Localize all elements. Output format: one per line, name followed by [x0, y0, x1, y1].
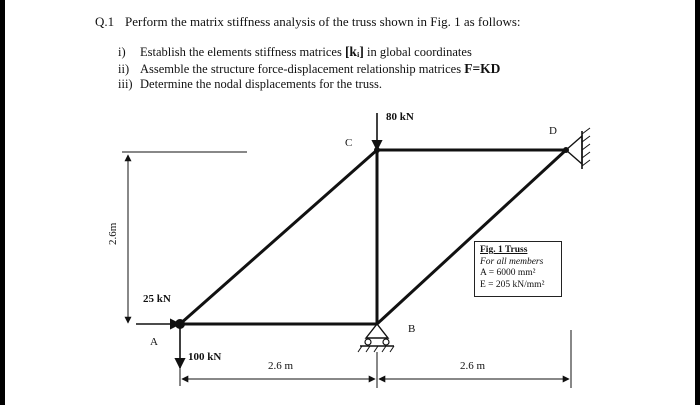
- pin-support-d: [566, 128, 590, 169]
- figure-legend-box: [474, 241, 562, 297]
- task-text: Assemble the structure force-displacement relationship matrices: [140, 61, 465, 76]
- task-bold: [kᵢ]: [344, 44, 364, 59]
- task-bold: F=KD: [464, 60, 501, 76]
- task-number: iii): [118, 77, 133, 91]
- task-text: Establish the elements stiffness matrices: [140, 45, 345, 59]
- node-b-label: B: [408, 323, 416, 335]
- task-number: i): [118, 45, 126, 59]
- span-left-label: 2.6 m: [268, 360, 294, 372]
- legend-area: A = 6000 mm²: [480, 268, 536, 278]
- span-right-label: 2.6 m: [460, 360, 486, 372]
- node-d-label: D: [549, 125, 557, 137]
- roller-support-b: [358, 324, 394, 352]
- legend-modulus: E = 205 kN/mm²: [480, 279, 545, 290]
- task-text: Determine the nodal displacements for the truss.: [140, 77, 382, 91]
- load-25kn-label: 25 kN: [143, 293, 171, 305]
- node-a-label: A: [150, 336, 158, 348]
- member-bd: [377, 150, 566, 324]
- legend-subtitle: For all members: [480, 256, 544, 267]
- load-80kn-label: 80 kN: [386, 111, 414, 123]
- load-100kn-label: 100 kN: [188, 351, 222, 363]
- legend-title: Fig. 1 Truss: [480, 245, 528, 255]
- question-number: Q.1: [95, 14, 115, 29]
- node-c-label: C: [345, 137, 353, 149]
- question-text: Perform the matrix stiffness analysis of the truss shown in Fig. 1 as follows:: [125, 14, 521, 29]
- height-label: 2.6m: [107, 222, 119, 245]
- task-number: ii): [118, 61, 130, 76]
- member-ac: [180, 150, 377, 324]
- task-rest: in global coordinates: [363, 45, 472, 59]
